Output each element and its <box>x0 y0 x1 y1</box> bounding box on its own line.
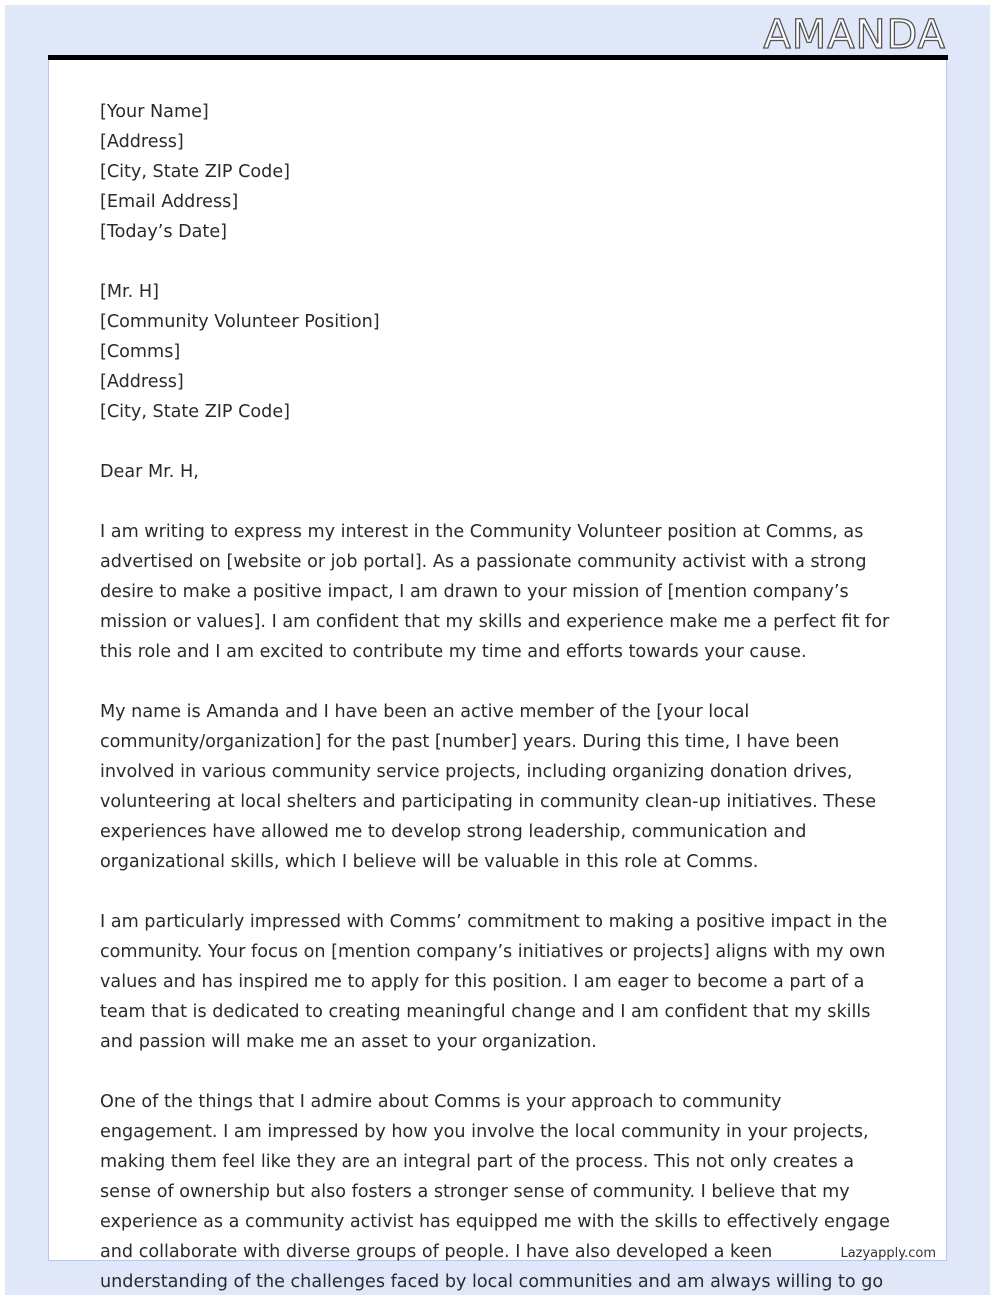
paragraph-line: I am writing to express my interest in the Community Volunteer position at Comms, as <box>100 522 864 542</box>
sender-line: [Today’s Date] <box>100 222 228 242</box>
paragraph-line: values and has inspired me to apply for this position. I am eager to become a part of a <box>100 972 865 992</box>
spacer <box>100 487 890 517</box>
watermark: Lazyapply.com <box>840 1246 936 1261</box>
paragraph-line: organizational skills, which I believe will be valuable in this role at Comms. <box>100 852 759 872</box>
spacer <box>100 877 890 907</box>
recipient-line: [Address] <box>100 372 184 392</box>
recipient-line: [City, State ZIP Code] <box>100 402 291 422</box>
paragraph-line: sense of ownership but also fosters a stronger sense of community. I believe that my <box>100 1182 850 1202</box>
paragraph-line: experiences have allowed me to develop strong leadership, communication and <box>100 822 807 842</box>
name-logo: AMANDA <box>763 12 946 58</box>
letter-body <box>100 97 890 1297</box>
paragraph-line: this role and I am excited to contribute my time and efforts towards your cause. <box>100 642 807 662</box>
paragraph-line: My name is Amanda and I have been an active member of the [your local <box>100 702 750 722</box>
paragraph-line: volunteering at local shelters and participating in community clean-up initiatives. These <box>100 792 877 812</box>
paragraph-line: making them feel like they are an integral part of the process. This not only creates a <box>100 1152 855 1172</box>
paragraph-line: mission or values]. I am confident that my skills and experience make me a perfect fit for <box>100 612 890 632</box>
paragraph-line: One of the things that I admire about Comms is your approach to community <box>100 1092 782 1112</box>
spacer <box>100 667 890 697</box>
sender-line: [Address] <box>100 132 184 152</box>
recipient-line: [Comms] <box>100 342 181 362</box>
sender-line: [City, State ZIP Code] <box>100 162 291 182</box>
paragraph-line: engagement. I am impressed by how you involve the local community in your projects, <box>100 1122 869 1142</box>
paragraph-line: and collaborate with diverse groups of people. I have also developed a keen <box>100 1242 773 1262</box>
spacer <box>100 427 890 457</box>
paragraph-line: advertised on [website or job portal]. As a passionate community activist with a strong <box>100 552 867 572</box>
paragraph-line: team that is dedicated to creating meaningful change and I am confident that my skills <box>100 1002 871 1022</box>
paragraph-line: and passion will make me an asset to your organization. <box>100 1032 597 1052</box>
paragraph-line: understanding of the challenges faced by local communities and am always willing to go <box>100 1272 884 1292</box>
spacer <box>100 247 890 277</box>
salutation: Dear Mr. H, <box>100 462 199 482</box>
sender-line: [Your Name] <box>100 102 209 122</box>
paragraph-line: experience as a community activist has equipped me with the skills to effectively engage <box>100 1212 890 1232</box>
paragraph-line: involved in various community service projects, including organizing donation drives, <box>100 762 853 782</box>
recipient-line: [Community Volunteer Position] <box>100 312 380 332</box>
paragraph-line: community. Your focus on [mention company’s initiatives or projects] aligns with my own <box>100 942 886 962</box>
paragraph-line: community/organization] for the past [number] years. During this time, I have been <box>100 732 840 752</box>
paragraph-line: desire to make a positive impact, I am drawn to your mission of [mention company’s <box>100 582 849 602</box>
recipient-line: [Mr. H] <box>100 282 159 302</box>
paragraph-line: I am particularly impressed with Comms’ commitment to making a positive impact in the <box>100 912 888 932</box>
spacer <box>100 1057 890 1087</box>
sender-line: [Email Address] <box>100 192 239 212</box>
